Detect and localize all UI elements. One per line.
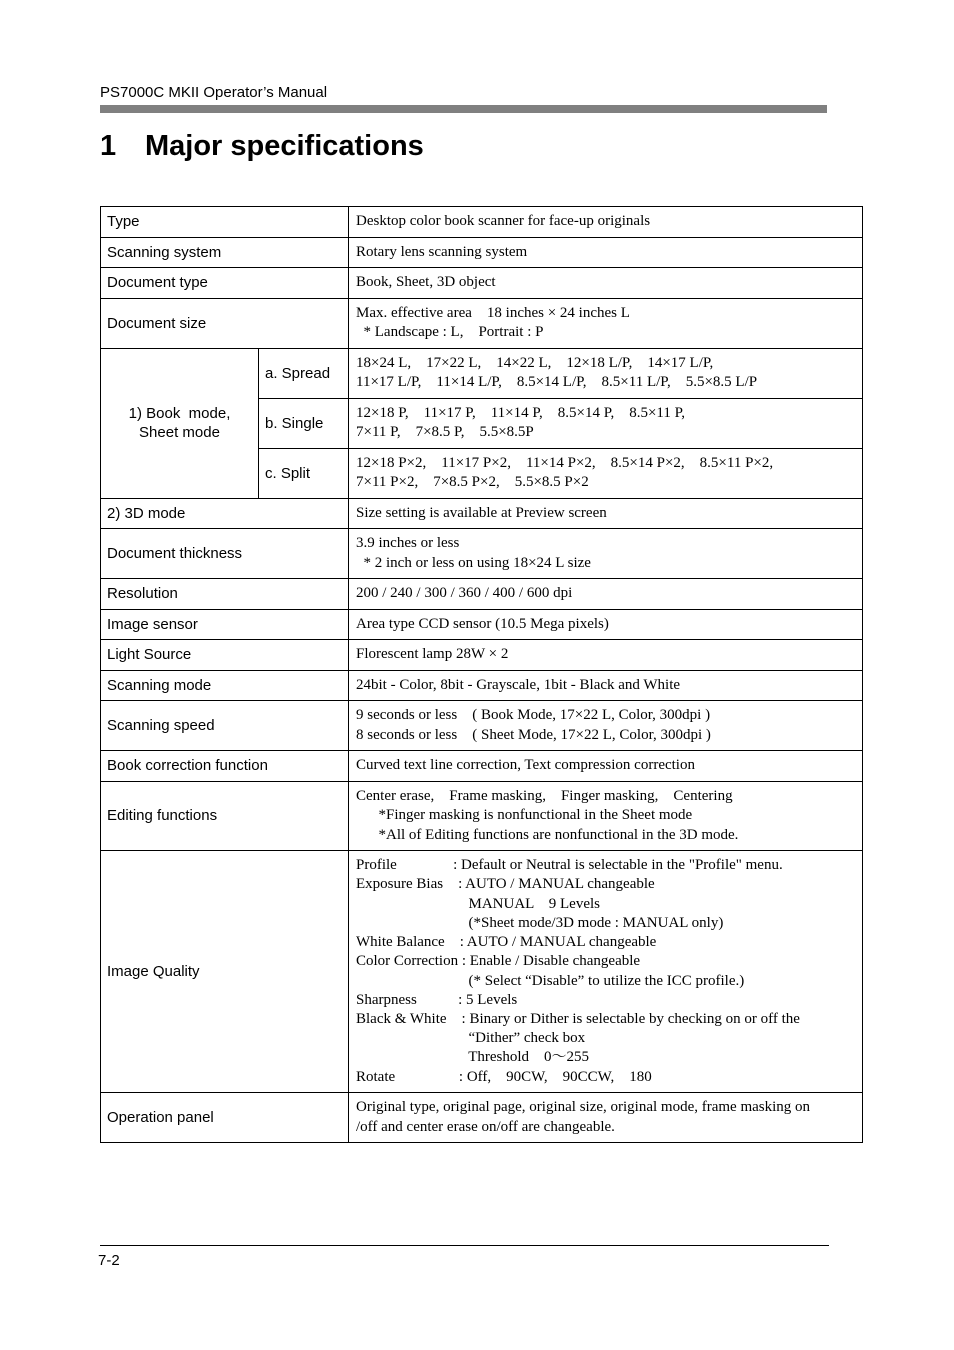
spec-value [349, 851, 863, 1093]
spec-label: Type [101, 207, 349, 238]
spec-value: Curved text line correction, Text compression correction [349, 751, 863, 782]
table-row [101, 529, 863, 579]
value-line: White Balance : AUTO / MANUAL changeable [356, 934, 657, 951]
table-row [101, 609, 863, 640]
value-line: Max. effective area 18 inches × 24 inches L [356, 304, 630, 321]
spec-value: Size setting is available at Preview screen [349, 498, 863, 529]
spec-label: Image Quality [101, 851, 349, 1093]
spec-value [349, 1093, 863, 1143]
table-row [101, 268, 863, 299]
spec-value: Florescent lamp 28W × 2 [349, 640, 863, 671]
label-line: 1) Book mode, [128, 405, 231, 422]
table-row [101, 751, 863, 782]
value-line: /off and center erase on/off are changeable. [356, 1118, 615, 1135]
value-line: Exposure Bias : AUTO / MANUAL changeable [356, 876, 655, 893]
spec-label: 2) 3D mode [101, 498, 349, 529]
footer-rule [100, 1245, 829, 1246]
value-line: 8 seconds or less ( Sheet Mode, 17×22 L, Color, 300dpi ) [356, 726, 711, 743]
value-line: *Finger masking is nonfunctional in the Sheet mode [356, 807, 693, 823]
value-line: (* Select “Disable” to utilize the ICC profile.) [356, 972, 745, 989]
value-line: * Landscape : L, Portrait : P [356, 324, 544, 340]
spec-label: Scanning mode [101, 670, 349, 701]
spec-label: Document thickness [101, 529, 349, 579]
table-row [101, 207, 863, 238]
spec-value: 24bit - Color, 8bit - Grayscale, 1bit - Black and White [349, 670, 863, 701]
table-row [101, 498, 863, 529]
sub-label-single: b. Single [259, 398, 349, 448]
spec-value [349, 298, 863, 348]
value-line: (*Sheet mode/3D mode : MANUAL only) [356, 914, 724, 931]
sub-label-split: c. Split [259, 448, 349, 498]
spec-value: Desktop color book scanner for face-up originals [349, 207, 863, 238]
page-number: 7-2 [98, 1252, 120, 1269]
spec-label: Image sensor [101, 609, 349, 640]
section-title: Major specifications [145, 130, 424, 162]
spec-value: Book, Sheet, 3D object [349, 268, 863, 299]
value-line: Center erase, Frame masking, Finger masking, Centering [356, 787, 733, 804]
spec-label: Document type [101, 268, 349, 299]
label-line: Sheet mode [139, 424, 220, 441]
spec-value [349, 781, 863, 851]
value-line: Profile : Default or Neutral is selectable in the "Profile" menu. [356, 857, 783, 874]
table-row [101, 640, 863, 671]
table-row [101, 781, 863, 851]
table-row [101, 579, 863, 610]
value-line: 18×24 L, 17×22 L, 14×22 L, 12×18 L/P, 14×17 L/P, [356, 354, 714, 371]
section-number: 1 [100, 130, 117, 162]
value-line: 11×17 L/P, 11×14 L/P, 8.5×14 L/P, 8.5×11 L/P, 5.5×8.5 L/P [356, 374, 758, 390]
table-row [101, 237, 863, 268]
spec-value [349, 348, 863, 398]
spec-value [349, 529, 863, 579]
running-header: PS7000C MKII Operator’s Manual [100, 84, 328, 101]
value-line: *All of Editing functions are nonfunctional in the 3D mode. [356, 826, 739, 843]
spec-label: Scanning system [101, 237, 349, 268]
value-line: Rotate : Off, 90CW, 90CCW, 180 [356, 1068, 652, 1085]
spec-value: Area type CCD sensor (10.5 Mega pixels) [349, 609, 863, 640]
spec-value: 200 / 240 / 300 / 360 / 400 / 600 dpi [349, 579, 863, 610]
value-line: Threshold 0～255 [356, 1049, 590, 1066]
table-row [101, 1093, 863, 1143]
spec-label: Scanning speed [101, 701, 349, 751]
value-line: 9 seconds or less ( Book Mode, 17×22 L, Color, 300dpi ) [356, 707, 711, 723]
table-row [101, 701, 863, 751]
spec-label: Document size [101, 298, 349, 348]
spec-label: Operation panel [101, 1093, 349, 1143]
value-line: 3.9 inches or less [356, 535, 460, 551]
value-line: 12×18 P, 11×17 P, 11×14 P, 8.5×14 P, 8.5×11 P, [356, 404, 686, 421]
value-line: Color Correction : Enable / Disable changeable [356, 953, 641, 970]
value-line: MANUAL 9 Levels [356, 895, 601, 912]
book-mode-label [101, 348, 259, 498]
spec-value: Rotary lens scanning system [349, 237, 863, 268]
value-line: 12×18 P×2, 11×17 P×2, 11×14 P×2, 8.5×14 P×2, 8.5×11 P×2, [356, 454, 774, 471]
value-line: 7×11 P, 7×8.5 P, 5.5×8.5P [356, 424, 534, 440]
page-title [100, 130, 424, 163]
spec-label: Editing functions [101, 781, 349, 851]
value-line: Sharpness : 5 Levels [356, 991, 518, 1008]
spec-label: Resolution [101, 579, 349, 610]
value-line: Black & White : Binary or Dither is selectable by checking on or off the [356, 1010, 800, 1027]
value-line: 7×11 P×2, 7×8.5 P×2, 5.5×8.5 P×2 [356, 474, 589, 490]
spec-value [349, 701, 863, 751]
table-row [101, 298, 863, 348]
spec-label: Book correction function [101, 751, 349, 782]
value-line: * 2 inch or less on using 18×24 L size [356, 554, 591, 571]
header-rule [100, 105, 827, 113]
table-row [101, 348, 863, 398]
spec-label: Light Source [101, 640, 349, 671]
spec-value [349, 398, 863, 448]
spec-value [349, 448, 863, 498]
table-row [101, 851, 863, 1093]
table-row [101, 670, 863, 701]
spec-table [100, 206, 863, 1143]
value-line: “Dither” check box [356, 1030, 586, 1047]
sub-label-spread: a. Spread [259, 348, 349, 398]
value-line: Original type, original page, original size, original mode, frame masking on [356, 1099, 811, 1115]
